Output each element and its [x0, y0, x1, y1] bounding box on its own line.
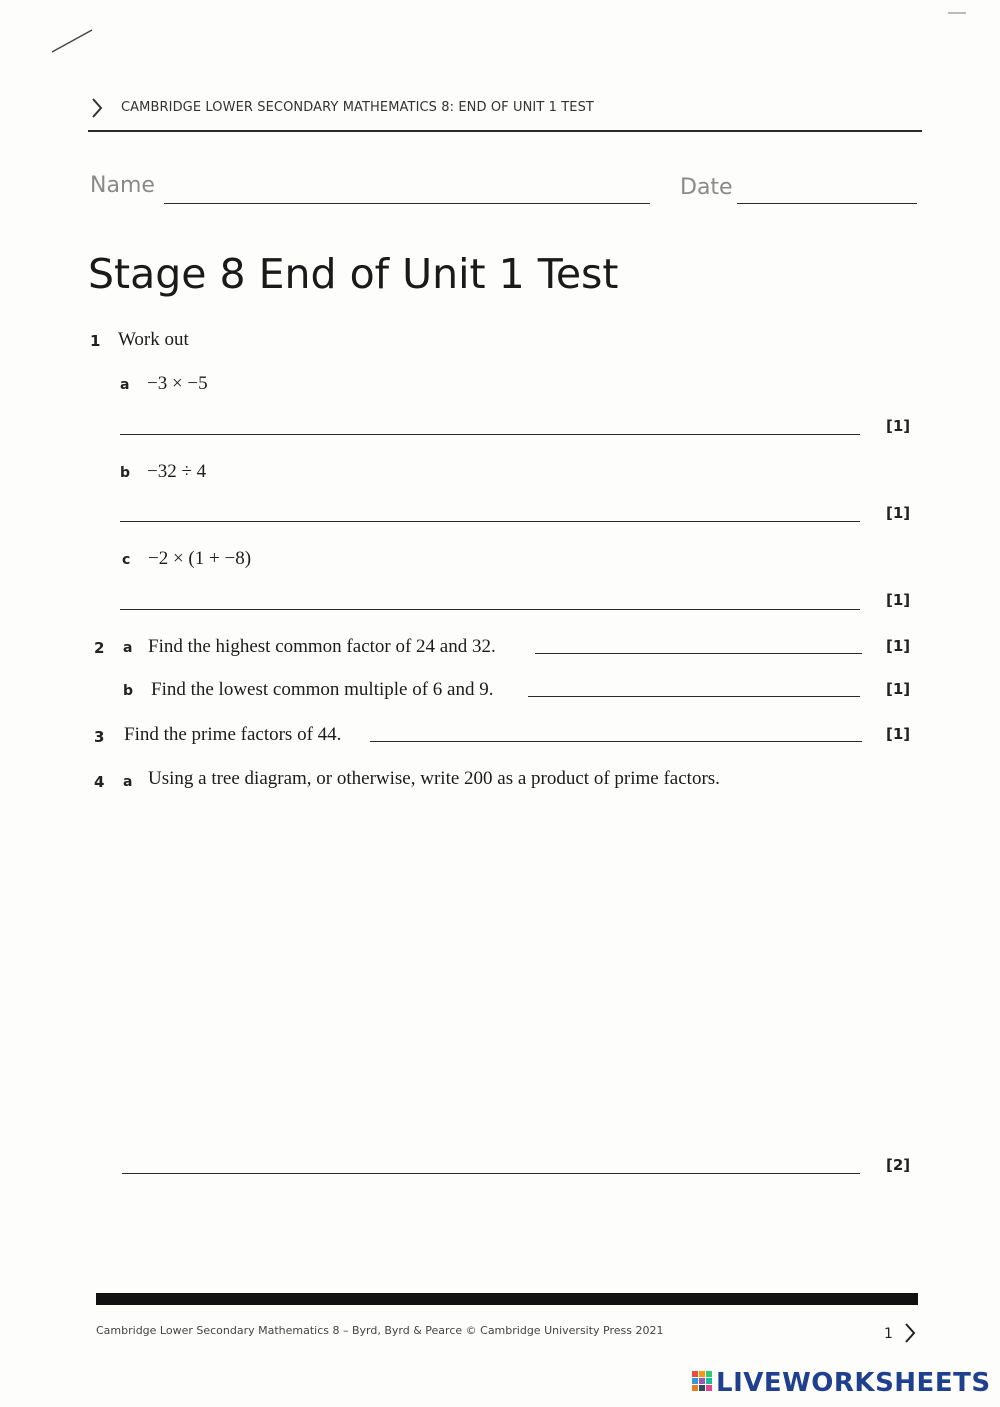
question-4-number: 4 [94, 773, 105, 791]
date-field[interactable] [737, 178, 917, 204]
scan-edge-mark [948, 12, 966, 14]
answer-2b-input[interactable] [528, 671, 860, 697]
question-1b-letter: b [120, 465, 131, 481]
question-4a-letter: a [123, 774, 133, 790]
footer-copyright: Cambridge Lower Secondary Mathematics 8 – Byrd, Byrd & Pearce © Cambridge University Press 2021 [96, 1324, 664, 1337]
marks-2a: [1] [886, 637, 911, 655]
answer-4a-input[interactable] [122, 1148, 860, 1174]
running-header [88, 94, 922, 134]
name-label: Name [90, 173, 155, 198]
marks-1a: [1] [886, 417, 911, 435]
running-title: CAMBRIDGE LOWER SECONDARY MATHEMATICS 8: END OF UNIT 1 TEST [121, 100, 594, 115]
answer-4a-working-area[interactable] [120, 805, 864, 1149]
footer-bar [96, 1293, 918, 1305]
question-1c-letter: c [122, 552, 131, 568]
marks-4a: [2] [886, 1156, 911, 1174]
question-1-number: 1 [90, 332, 101, 350]
page-number: 1 [884, 1326, 893, 1342]
liveworksheets-logo-icon [692, 1371, 714, 1393]
header-divider [88, 130, 922, 132]
question-1c-expression: −2 × (1 + −8) [148, 548, 252, 569]
question-1b-expression: −32 ÷ 4 [147, 461, 207, 482]
question-1a-letter: a [120, 377, 130, 393]
question-2a-text: Find the highest common factor of 24 and 32. [148, 636, 496, 657]
chevron-right-icon [90, 97, 104, 119]
marks-2b: [1] [886, 680, 911, 698]
question-1-text: Work out [118, 329, 189, 350]
chevron-right-icon [903, 1322, 917, 1344]
question-3-number: 3 [94, 728, 105, 746]
name-field[interactable] [164, 178, 650, 204]
marks-3: [1] [886, 725, 911, 743]
question-2b-letter: b [123, 683, 134, 699]
question-2b-text: Find the lowest common multiple of 6 and 9. [151, 679, 494, 700]
marks-1c: [1] [886, 591, 911, 609]
answer-1b-input[interactable] [120, 496, 860, 522]
answer-2a-input[interactable] [535, 628, 862, 654]
question-1a-expression: −3 × −5 [147, 373, 208, 394]
pen-mark [48, 26, 98, 56]
question-3-text: Find the prime factors of 44. [124, 724, 342, 745]
answer-1a-input[interactable] [120, 409, 860, 435]
question-2-number: 2 [94, 639, 105, 657]
liveworksheets-logo-text: LIVEWORKSHEETS [716, 1368, 991, 1398]
question-4a-text: Using a tree diagram, or otherwise, write 200 as a product of prime factors. [148, 768, 720, 789]
answer-3-input[interactable] [370, 716, 862, 742]
question-2a-letter: a [123, 640, 133, 656]
page-title: Stage 8 End of Unit 1 Test [88, 250, 619, 298]
date-label: Date [680, 175, 733, 200]
marks-1b: [1] [886, 504, 911, 522]
answer-1c-input[interactable] [120, 584, 860, 610]
